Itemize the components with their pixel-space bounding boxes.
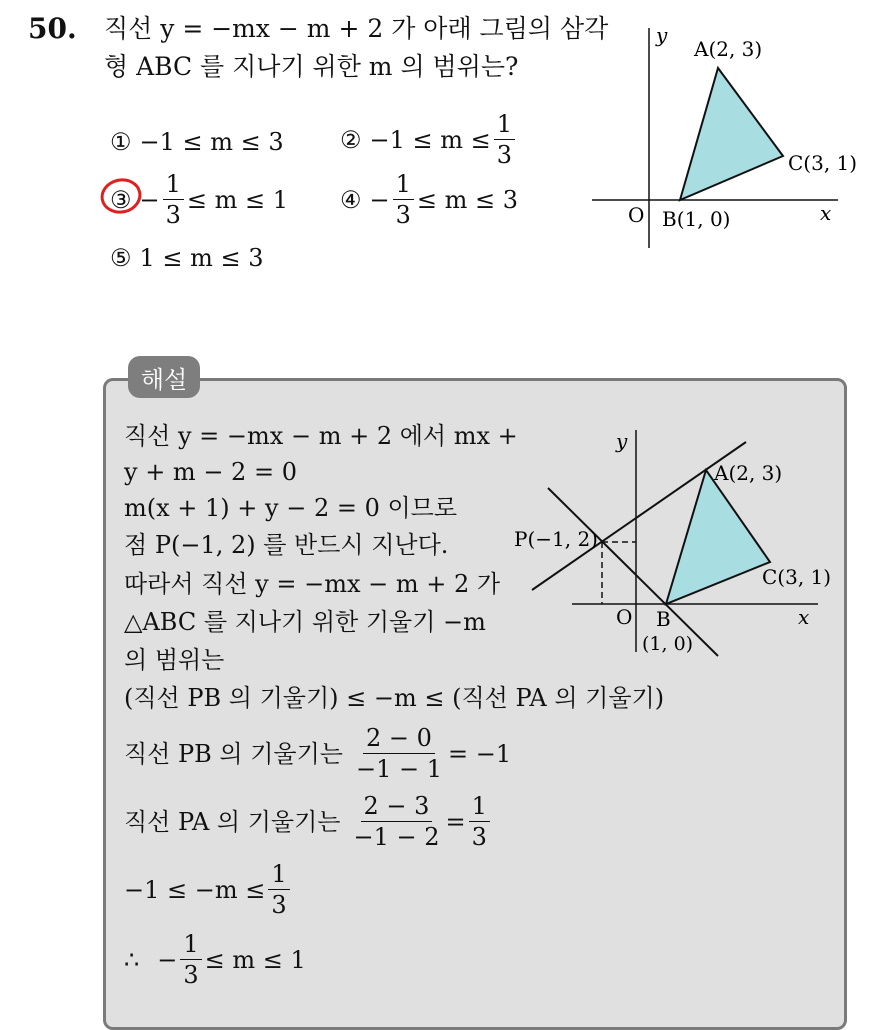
choice-mark: ⑤ (110, 244, 132, 272)
problem-line-1: 직선 y = −mx − m + 2 가 아래 그림의 삼각 (104, 14, 609, 43)
pa-slope-line (124, 794, 493, 849)
y-axis-label: y (616, 429, 628, 453)
answer-circle-icon (98, 176, 146, 216)
ineq1-text: −1 ≤ −m ≤ (124, 875, 266, 904)
pb-slope-line (124, 726, 511, 781)
point-a-label: A(2, 3) (714, 461, 783, 485)
solution-figure (512, 424, 832, 664)
solution-line-2: y + m − 2 = 0 (124, 458, 297, 486)
point-a-label: A(2, 3) (694, 37, 763, 61)
choice-4 (340, 172, 518, 227)
choice-text: ≤ m ≤ 3 (416, 185, 519, 214)
origin-label: O (616, 605, 633, 629)
solution-line-1: 직선 y = −mx − m + 2 에서 mx + (124, 422, 518, 450)
point-b-label: B(1, 0) (662, 207, 731, 231)
y-axis-label: y (656, 23, 668, 47)
pa-eq: = (445, 807, 466, 836)
solution-line-7: 의 범위는 (124, 646, 225, 674)
solution-line-5: 따라서 직선 y = −mx − m + 2 가 (124, 570, 501, 598)
solution-line-6: △ABC 를 지나기 위한 기울기 −m (124, 608, 486, 636)
fraction: $\frac{1}{3}$ (494, 112, 515, 167)
point-b-coord: (1, 0) (642, 633, 694, 655)
pb-result: = −1 (447, 739, 512, 768)
choice-1 (110, 128, 284, 156)
triangle-abc (680, 68, 783, 200)
problem-line-2: 형 ABC 를 지나기 위한 m 의 범위는? (104, 52, 519, 81)
problem-number: 50. (28, 12, 77, 45)
choice-text: −1 ≤ m ≤ 3 (139, 128, 284, 156)
choice-mark: ④ (340, 185, 362, 214)
ineq2-minus: − (157, 945, 178, 974)
fraction: $\frac{1}{3}$ (180, 932, 201, 987)
therefore-symbol: ∴ (124, 945, 140, 974)
solution-tag: 해설 (128, 356, 200, 398)
inequality-2 (124, 932, 306, 987)
solution-line-3: m(x + 1) + y − 2 = 0 이므로 (124, 494, 458, 522)
choice-mark: ② (340, 125, 362, 154)
fraction: $\frac{1}{3}$ (393, 172, 414, 227)
point-c-label: C(3, 1) (788, 151, 858, 175)
choice-2 (340, 112, 518, 167)
problem-figure (590, 20, 860, 260)
choice-5 (110, 244, 264, 272)
choice-text: − (139, 185, 160, 214)
ineq2-text: ≤ m ≤ 1 (204, 945, 306, 974)
pa-prefix: 직선 PA 의 기울기는 (124, 807, 341, 836)
fraction: $\frac{1}{3}$ (163, 172, 184, 227)
solution-line-4: 점 P(−1, 2) 를 반드시 지난다. (124, 531, 449, 559)
solution-line-8: (직선 PB 의 기울기) ≤ −m ≤ (직선 PA 의 기울기) (124, 684, 665, 712)
pb-prefix: 직선 PB 의 기울기는 (124, 739, 343, 768)
x-axis-label: x (798, 605, 810, 629)
inequality-1 (124, 862, 293, 917)
choice-mark: ③ (110, 185, 132, 214)
fraction: $\frac{1}{3}$ (268, 862, 289, 917)
fraction: $\frac{1}{3}$ (469, 794, 490, 849)
choice-mark: ① (110, 128, 132, 156)
point-c-label: C(3, 1) (762, 565, 832, 589)
fraction: $\frac{2 - 0}{-1 - 1}$ (355, 724, 442, 783)
choice-text: ≤ m ≤ 1 (186, 185, 289, 214)
point-p-label: P(−1, 2) (514, 527, 598, 551)
x-axis-label: x (820, 201, 832, 225)
choice-text: 1 ≤ m ≤ 3 (139, 244, 264, 272)
choice-text: − (369, 185, 390, 214)
fraction: $\frac{2 - 3}{-1 - 2}$ (353, 792, 440, 851)
choice-text: −1 ≤ m ≤ (369, 125, 491, 154)
point-b-label: B (656, 607, 671, 631)
origin-label: O (628, 203, 645, 227)
triangle-abc (666, 470, 770, 604)
